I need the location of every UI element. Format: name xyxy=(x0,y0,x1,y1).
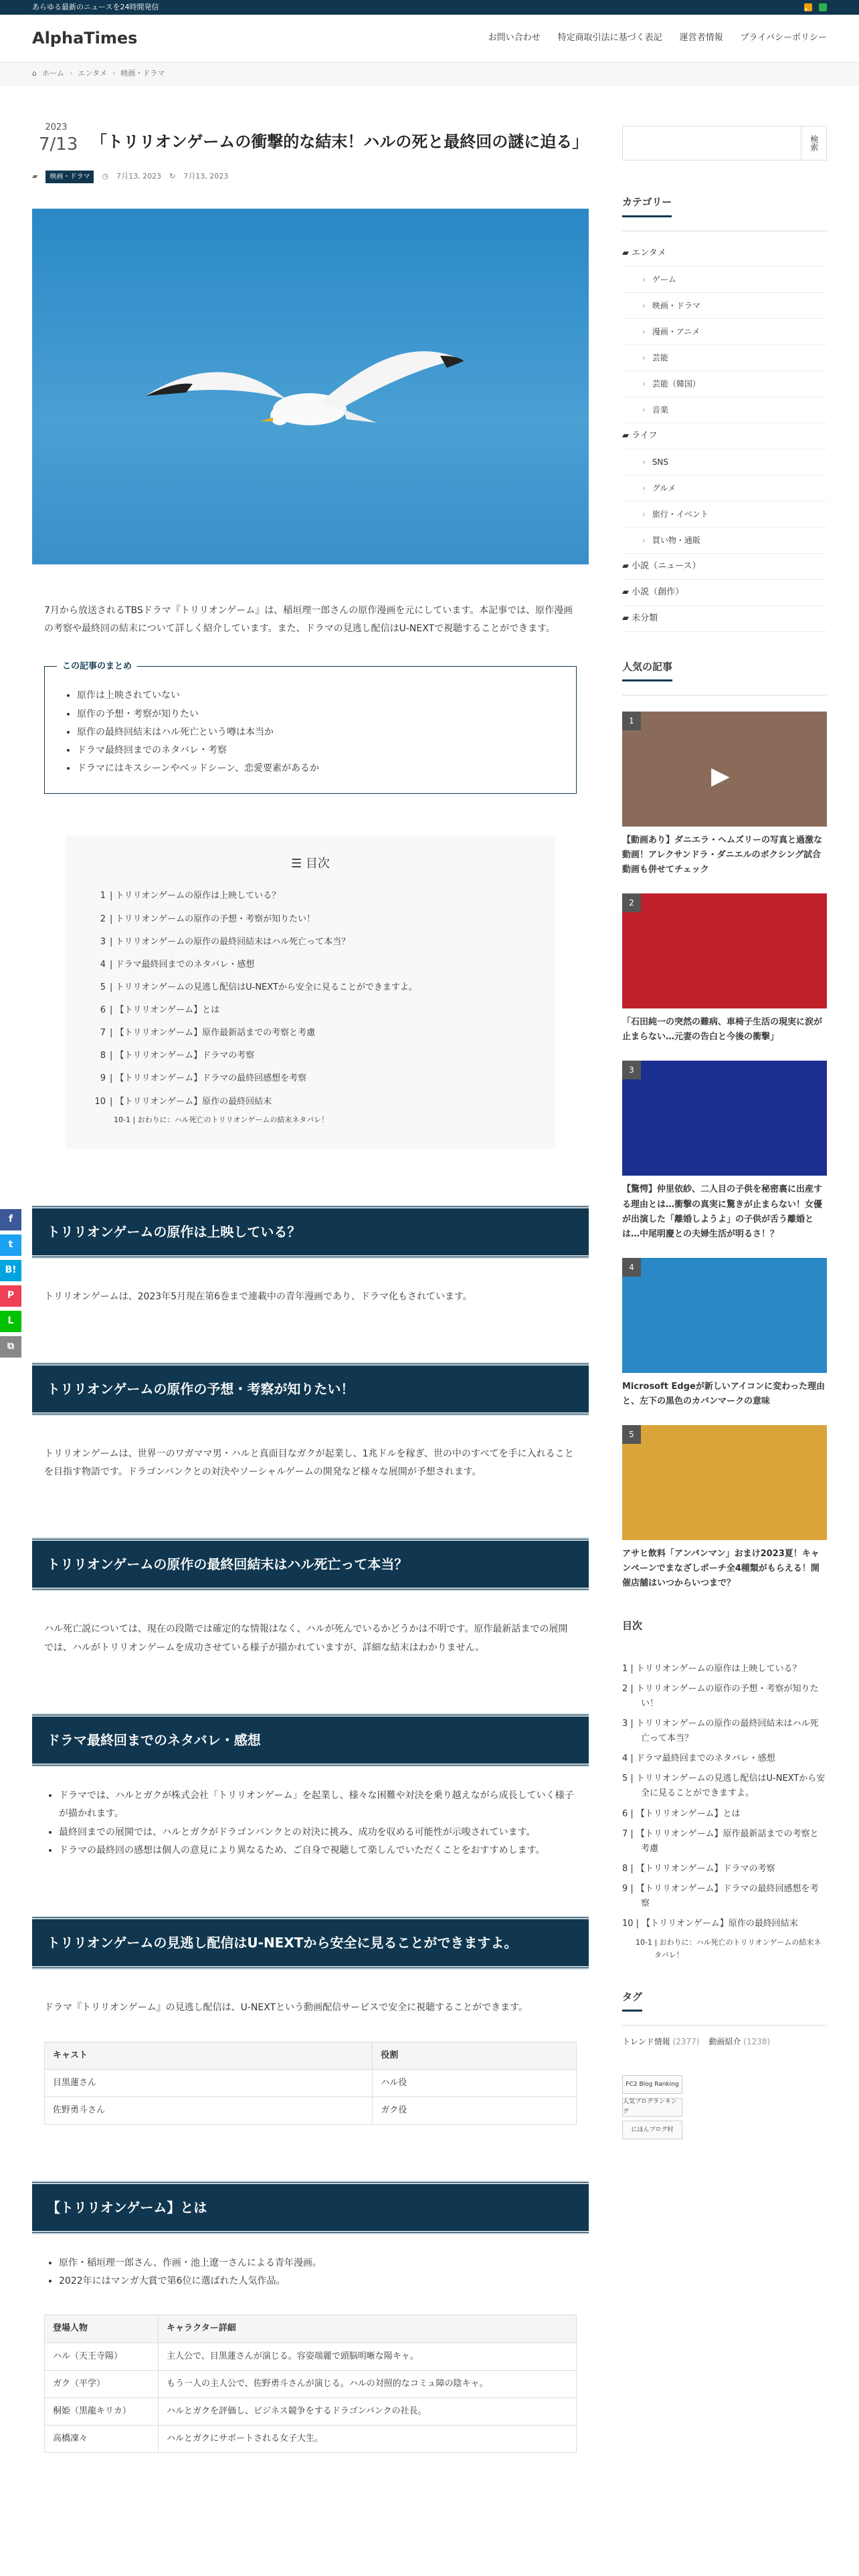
toc-item[interactable]: 6 | 【トリリオンゲーム】とは xyxy=(100,1005,220,1016)
page-title: 「トリリオンゲームの衝撃的な結末！ハルの死と最終回の謎に迫る」 xyxy=(91,132,589,151)
thumbnail: 5 xyxy=(622,1425,827,1540)
section-list xyxy=(32,2234,589,2291)
category-item[interactable]: › ゲーム xyxy=(622,267,827,293)
list-item: • ドラマの最終回の感想は個人の意見により異なるため、ご自身で視聴して楽しんでいただくことをおすすめします。 xyxy=(59,1842,577,1860)
popular-item-title: アサヒ飲料「アンパンマン」おまけ2023夏！キャンペーンでまなざしポーチ全4種類がもらえる！開催店舗はいつからいつまで？ xyxy=(622,1549,820,1589)
section-heading: トリリオンゲームの原作の最終回結末はハル死亡って本当？ xyxy=(32,1537,589,1591)
toc-item[interactable]: 5 | トリリオンゲームの見逃し配信はU-NEXTから安全に見ることができますよ。 xyxy=(100,982,417,992)
seagull-icon xyxy=(146,309,480,483)
table-header: キャスト xyxy=(45,2042,373,2069)
hatena-share-icon[interactable]: B! xyxy=(0,1260,21,1281)
search-button[interactable]: 検索 xyxy=(801,126,827,160)
toc-subitem[interactable]: 10-1 | おわりに：ハル死亡のトリリオンゲームの結末ネタバレ！ xyxy=(114,1115,329,1124)
folder-icon: ▰ xyxy=(622,613,632,623)
category-list xyxy=(622,241,827,632)
toc-item[interactable]: 9 | 【トリリオンゲーム】ドラマの最終回感想を考察 xyxy=(100,1073,307,1084)
table-row: ハル（天王寺陽） 主人公で、目黒蓮さんが演じる。容姿端麗で頭脳明晰な陽キャ。 xyxy=(45,2343,577,2370)
table-row: 桐姫（黒龍キリカ） ハルとガクを評価し、ビジネス競争をするドラゴンバンクの社長。 xyxy=(45,2397,577,2425)
toc-item[interactable]: 8 | 【トリリオンゲーム】ドラマの考察 xyxy=(100,1051,255,1061)
clock-icon: ◷ xyxy=(102,171,109,181)
cast-table xyxy=(44,2042,577,2125)
sidebar-toc-item[interactable]: 1 | トリリオンゲームの原作は上映している？ xyxy=(622,1663,801,1674)
table-row: ガク（平学） もう一人の主人公で、佐野勇斗さんが演じる。ハルの対照的なコミュ障の陰キャ。 xyxy=(45,2370,577,2397)
breadcrumb xyxy=(0,63,859,86)
fc2-ranking-badge[interactable]: FC2 Blog Ranking xyxy=(622,2075,682,2094)
summary-item: • ドラマ最終回までのネタバレ・考察 xyxy=(77,742,557,760)
category-item[interactable]: › 漫画・アニメ xyxy=(622,319,827,345)
sidebar-toc-item[interactable]: 5 | トリリオンゲームの見逃し配信はU-NEXTから安全に見ることができますよ。 xyxy=(622,1774,826,1799)
ranking-badges xyxy=(622,2075,827,2139)
table-row: 目黒蓮さん ハル役 xyxy=(45,2069,577,2097)
toc-item[interactable]: 3 | トリリオンゲームの原作の最終回結末はハル死亡って本当？ xyxy=(100,936,351,947)
published-date: 7月13, 2023 xyxy=(116,171,162,181)
table-row: 佐野勇斗さん ガク役 xyxy=(45,2097,577,2124)
nav-item-privacy[interactable]: プライバシーポリシー xyxy=(740,33,827,43)
category-item[interactable]: › グルメ xyxy=(622,475,827,502)
section-heading: トリリオンゲームの原作は上映している？ xyxy=(32,1205,589,1259)
feedly-icon[interactable] xyxy=(819,3,827,11)
popular-item-title: 【驚愕】仲里依紗、二人目の子供を秘密裏に出産する理由とは…衝撃の真実に驚きが止まらない！女優が出演した「離婚しようよ」の子供が舌う離婚とは…中尾明慶との夫婦生活が明るさ！？ xyxy=(622,1184,823,1239)
post-date-year: 2023 xyxy=(45,122,68,132)
content-container xyxy=(0,86,859,2453)
category-badge[interactable]: 映画・ドラマ xyxy=(45,171,94,183)
section-heading: トリリオンゲームの原作の予想・考察が知りたい！ xyxy=(32,1362,589,1416)
pocket-share-icon[interactable]: P xyxy=(0,1285,21,1307)
site-header xyxy=(0,15,859,63)
popular-item[interactable] xyxy=(622,893,827,1045)
site-logo[interactable]: AlphaTimes xyxy=(32,29,138,48)
blog-ranking-badge[interactable]: 人気ブログランキング xyxy=(622,2098,682,2117)
sidebar-toc-item[interactable]: 3 | トリリオンゲームの原作の最終回結末はハル死亡って本当？ xyxy=(622,1719,819,1744)
table-row: 高橋凜々 ハルとガクにサポートされる女子大生。 xyxy=(45,2425,577,2452)
table-header: キャラクター詳細 xyxy=(159,2315,577,2343)
post-date xyxy=(39,120,78,155)
thumbnail: 3 xyxy=(622,1061,827,1176)
main-content xyxy=(32,86,589,2453)
summary-item: • 原作の予想・考察が知りたい xyxy=(77,706,557,724)
search-form xyxy=(622,126,827,160)
table-of-contents xyxy=(66,835,555,1149)
sidebar-toc-subitem[interactable]: 10-1 | おわりに：ハル死亡のトリリオンゲームの結末ネタバレ！ xyxy=(636,1938,822,1959)
section-list xyxy=(32,1767,589,1860)
popular-item[interactable] xyxy=(622,1258,827,1409)
folder-icon: ▰ xyxy=(622,586,632,597)
sidebar-toc xyxy=(622,1662,827,1962)
category-item[interactable]: ▰ 未分類 xyxy=(622,606,827,632)
sidebar-toc-item[interactable]: 4 | ドラマ最終回までのネタバレ・感想 xyxy=(622,1753,775,1764)
post-meta xyxy=(32,171,589,183)
lead-paragraph: 7月から放送されるTBSドラマ『トリリオンゲーム』は、稲垣理一郎さんの原作漫画を元にしています。本記事では、原作漫画の考察や最終回の結末について詳しく紹介しています。また、ドラマの見逃し配信はU-NEXTで視聴することができます。 xyxy=(44,605,573,634)
breadcrumb-entame[interactable]: エンタメ xyxy=(78,69,107,78)
popular-item[interactable] xyxy=(622,1425,827,1591)
sidebar-toc-item[interactable]: 7 | 【トリリオンゲーム】原作最新話までの考察と考慮 xyxy=(622,1828,819,1854)
category-item[interactable]: › 旅行・イベント xyxy=(622,502,827,528)
list-item: • ドラマでは、ハルとガクが株式会社「トリリオンゲーム」を起業し、様々な困難や対決を乗り越えながら成長していく様子が描かれます。 xyxy=(59,1787,577,1824)
sidebar-toc-title: 目次 xyxy=(622,1620,643,1632)
category-item[interactable]: › 芸能（韓国） xyxy=(622,371,827,397)
folder-icon: ▰ xyxy=(622,430,632,441)
popular-item[interactable] xyxy=(622,1061,827,1241)
popular-item[interactable] xyxy=(622,712,827,877)
tag-item[interactable]: 動画紹介 (1238) xyxy=(708,2037,771,2047)
title-row xyxy=(32,120,589,154)
toc-item[interactable]: 4 | ドラマ最終回までのネタバレ・感想 xyxy=(100,959,255,970)
tag-widget-title: タグ xyxy=(622,1989,642,2012)
category-item[interactable]: › 映画・ドラマ xyxy=(622,293,827,319)
thumbnail: 2 xyxy=(622,893,827,1008)
topbar-text: あらゆる最新のニュースを24時間発信 xyxy=(32,2,159,11)
sidebar-toc-item[interactable]: 9 | 【トリリオンゲーム】ドラマの最終回感想を考察 xyxy=(622,1883,819,1909)
nav-item-operator[interactable]: 運営者情報 xyxy=(679,33,723,43)
toc-item[interactable]: 10 | 【トリリオンゲーム】原作の最終回結末 xyxy=(94,1096,272,1107)
popular-item-title: 「石田純一の突然の難病、車椅子生活の現実に涙が止まらない…元妻の告白と今後の衝撃」 xyxy=(622,1017,823,1043)
blogmura-badge[interactable]: にほんブログ村 xyxy=(622,2121,682,2139)
chevron-right-icon: › xyxy=(112,69,116,78)
character-table xyxy=(44,2315,577,2452)
share-buttons xyxy=(0,1209,21,1358)
section-heading: ドラマ最終回までのネタバレ・感想 xyxy=(32,1713,589,1767)
toc-item[interactable]: 7 | 【トリリオンゲーム】原作最新話までの考察と考慮 xyxy=(100,1028,316,1039)
toc-item[interactable]: 2 | トリリオンゲームの原作の予想・考察が知りたい！ xyxy=(100,914,316,924)
category-item[interactable]: ▰ エンタメ xyxy=(622,241,827,267)
rss-icon[interactable] xyxy=(804,3,812,11)
summary-label: この記事のまとめ xyxy=(57,659,137,674)
sidebar-toc-item[interactable]: 8 | 【トリリオンゲーム】ドラマの考察 xyxy=(622,1863,775,1874)
thumbnail: 1 ▶ xyxy=(622,712,827,827)
folder-icon: ▰ xyxy=(622,560,632,571)
breadcrumb-drama[interactable]: 映画・ドラマ xyxy=(120,69,165,78)
list-item: • 2022年にはマンガ大賞で第6位に選ばれた人気作品。 xyxy=(59,2272,577,2290)
toc-item[interactable]: 1 | トリリオンゲームの原作は上映している？ xyxy=(100,891,281,901)
section-text: トリリオンゲームは、世界一のワガママ男・ハルと真面目なガクが起業し、1兆ドルを稼ぎ、世の中のすべてを手に入れることを目指す物語です。ドラゴンバンクとの対決やソーシャルゲームの開発など様々な展開が予想されます。 xyxy=(44,1448,574,1478)
summary-item: • 原作の最終回結末はハル死亡という噂は本当か xyxy=(77,724,557,742)
folder-icon: ▰ xyxy=(32,171,38,181)
category-item[interactable]: › 買い物・通販 xyxy=(622,528,827,554)
breadcrumb-home[interactable]: ホーム xyxy=(41,69,64,78)
category-widget-title: カテゴリー xyxy=(622,194,672,217)
line-share-icon[interactable]: L xyxy=(0,1311,21,1332)
twitter-share-icon[interactable]: t xyxy=(0,1235,21,1256)
copy-link-icon[interactable]: ⧉ xyxy=(0,1336,21,1358)
toc-title xyxy=(90,854,531,875)
summary-item: • ドラマにはキスシーンやベッドシーン、恋愛要素があるか xyxy=(77,760,557,778)
refresh-icon: ↻ xyxy=(169,171,176,181)
section-text: トリリオンゲームは、2023年5月現在第6巻まで連載中の青年漫画であり、ドラマ化もされています。 xyxy=(44,1291,472,1302)
category-item[interactable]: ▰ 小説（ニュース） xyxy=(622,554,827,580)
category-item[interactable]: › SNS xyxy=(622,449,827,475)
popular-list xyxy=(622,712,827,1591)
global-nav xyxy=(488,31,827,45)
search-input[interactable] xyxy=(622,126,801,160)
play-icon: ▶ xyxy=(711,762,730,790)
folder-icon: ▰ xyxy=(622,247,632,258)
facebook-share-icon[interactable]: f xyxy=(0,1209,21,1230)
popular-item-title: Microsoft Edgeが新しいアイコンに変わった理由と、左下の黒色のカバンマークの意味 xyxy=(622,1381,825,1406)
toc-title-text: 目次 xyxy=(305,856,330,871)
section-heading: トリリオンゲームの見逃し配信はU-NEXTから安全に見ることができますよ。 xyxy=(32,1916,589,1969)
list-item: • 原作・稲垣理一郎さん、作画・池上遼一さんによる青年漫画。 xyxy=(59,2254,577,2272)
section-text: ドラマ『トリリオンゲーム』の見逃し配信は、U-NEXTという動画配信サービスで安全に視聴することができます。 xyxy=(44,2002,528,2014)
topbar-icons xyxy=(804,3,827,11)
popular-item-title: 【動画あり】ダニエラ・ヘムズリーの写真と過激な動画！アレクサンドラ・ダニエルのボクシング試合動画も併せてチェック xyxy=(622,835,823,875)
eyecatch-image xyxy=(32,209,589,564)
sidebar-toc-item[interactable]: 10 | 【トリリオンゲーム】原作の最終回結末 xyxy=(622,1919,798,1929)
section-heading: 【トリリオンゲーム】とは xyxy=(32,2181,589,2234)
tag-item[interactable]: トレンド情報 (2377) xyxy=(622,2037,700,2047)
post-date-md: 7/13 xyxy=(39,134,78,155)
modified-date: 7月13, 2023 xyxy=(183,171,229,181)
home-icon: ⌂ xyxy=(32,69,37,78)
popular-widget-title: 人気の記事 xyxy=(622,659,672,682)
list-icon: ☰ xyxy=(291,856,306,871)
list-item: • 最終回までの展開では、ハルとガクがドラゴンバンクとの対決に挑み、成功を収める可能性が示唆されています。 xyxy=(59,1824,577,1842)
category-item[interactable]: › 芸能 xyxy=(622,345,827,371)
tag-cloud xyxy=(622,2035,827,2048)
category-item[interactable]: ▰ ライフ xyxy=(622,423,827,449)
chevron-right-icon: › xyxy=(69,69,73,78)
table-header: 登場人物 xyxy=(45,2315,159,2343)
section-text: ハル死亡説については、現在の段階では確定的な情報はなく、ハルが死んでいるかどうかは不明です。原作最新話までの展開では、ハルがトリリオンゲームを成功させている様子が描かれていますが、詳細な結末はわかりません。 xyxy=(44,1624,568,1653)
category-item[interactable]: › 音楽 xyxy=(622,397,827,423)
category-item[interactable]: ▰ 小説（創作） xyxy=(622,580,827,606)
nav-item-tokusho[interactable]: 特定商取引法に基づく表記 xyxy=(557,33,662,43)
table-header: 役割 xyxy=(373,2042,577,2069)
sidebar xyxy=(622,86,827,2453)
sidebar-toc-item[interactable]: 2 | トリリオンゲームの原作の予想・考察が知りたい！ xyxy=(622,1683,819,1709)
thumbnail: 4 xyxy=(622,1258,827,1373)
nav-item-contact[interactable]: お問い合わせ xyxy=(488,33,541,43)
topbar xyxy=(0,0,859,15)
summary-box xyxy=(44,661,577,793)
summary-item: • 原作は上映されていない xyxy=(77,687,557,705)
sidebar-toc-item[interactable]: 6 | 【トリリオンゲーム】とは xyxy=(622,1808,741,1819)
